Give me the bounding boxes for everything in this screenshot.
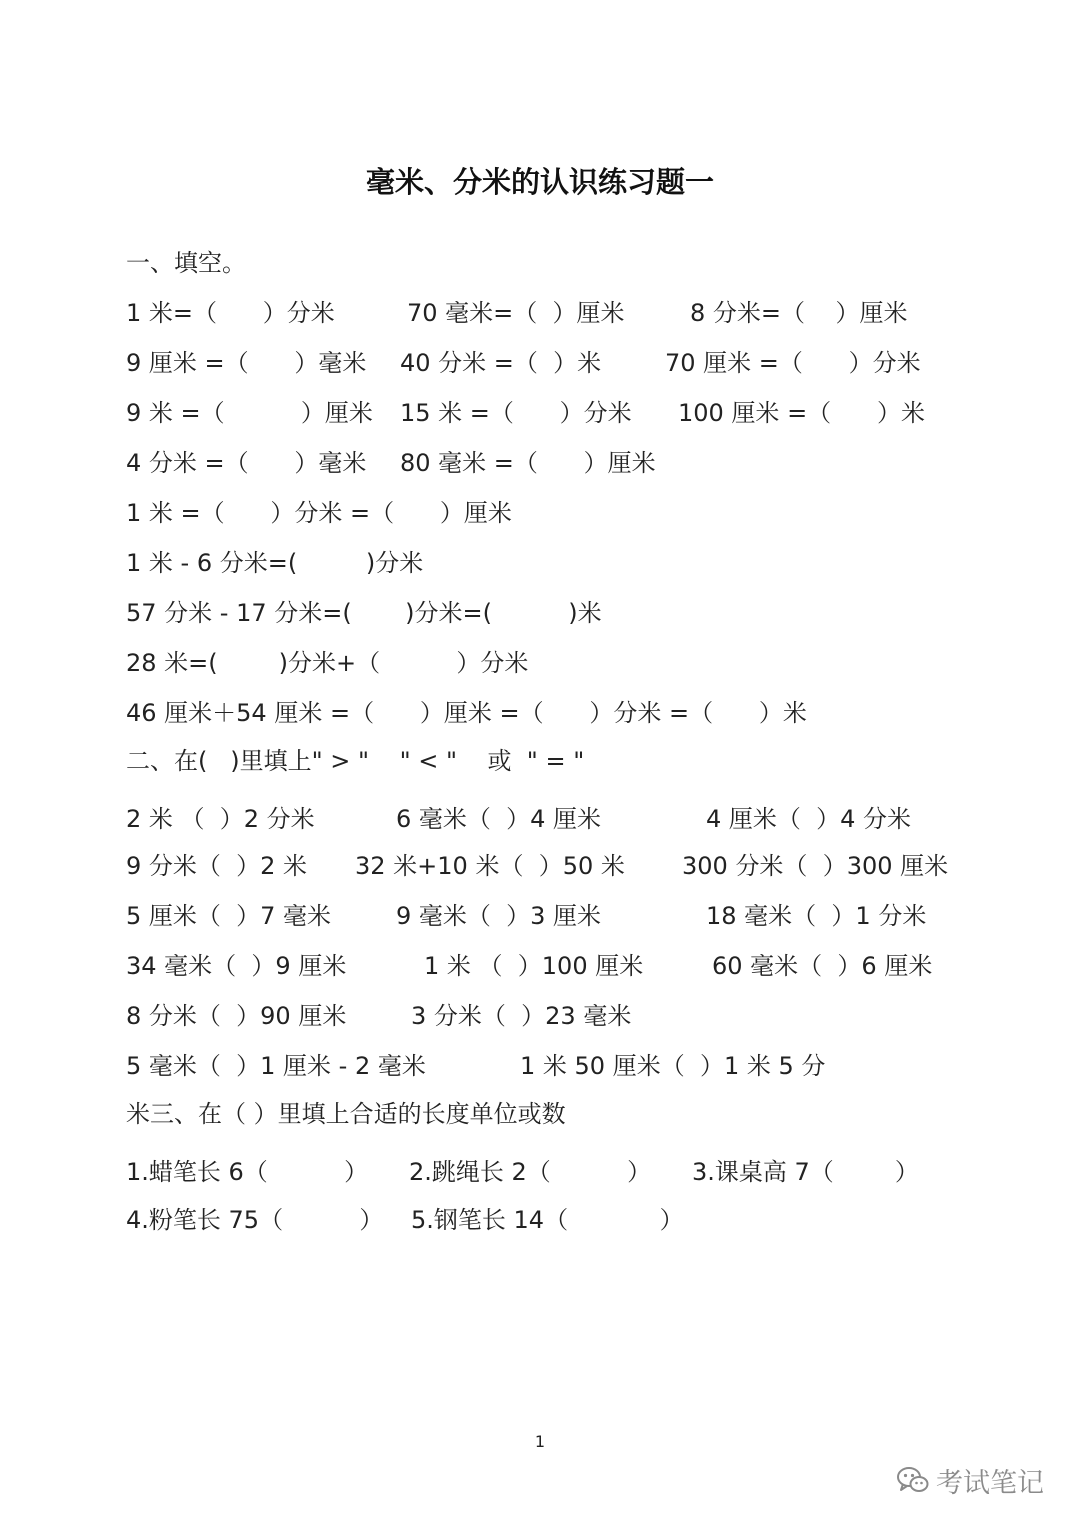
exercise-item: 3.课桌高 7（ ）	[692, 1158, 919, 1186]
exercise-item: 米三、在（ ）里填上合适的长度单位或数	[126, 1100, 566, 1128]
exercise-item: 300 分米（ ）300 厘米	[682, 852, 949, 880]
exercise-line	[0, 799, 1080, 833]
exercise-line	[0, 1094, 1080, 1128]
exercise-item: 60 毫米（ ）6 厘米	[712, 952, 933, 980]
exercise-line	[0, 946, 1080, 980]
watermark	[896, 1458, 1044, 1502]
exercise-item: 8 分米=（ ）厘米	[690, 299, 908, 327]
exercise-line	[0, 343, 1080, 377]
exercise-line	[0, 896, 1080, 930]
page-title: 毫米、分米的认识练习题一	[365, 165, 714, 199]
exercise-item: 2 米 （ ）2 分米	[126, 805, 315, 833]
exercise-line	[0, 643, 1080, 677]
exercise-item: 5.钢笔长 14（ ）	[411, 1206, 684, 1234]
exercise-item: 15 米 =（ ）分米	[400, 399, 632, 427]
exercise-line	[0, 443, 1080, 477]
exercise-item: 1 米 - 6 分米=( )分米	[126, 549, 424, 577]
exercise-item: 70 毫米=（ ）厘米	[407, 299, 625, 327]
exercise-line	[0, 393, 1080, 427]
exercise-item: 100 厘米 =（ ）米	[678, 399, 925, 427]
exercise-item: 8 分米（ ）90 厘米	[126, 1002, 347, 1030]
wechat-icon	[896, 1465, 930, 1495]
exercise-line	[0, 741, 1080, 775]
exercise-line	[0, 693, 1080, 727]
exercise-item: 46 厘米＋54 厘米 =（ ）厘米 =（ ）分米 =（ ）米	[126, 699, 807, 727]
exercise-line	[0, 593, 1080, 627]
exercise-line	[0, 293, 1080, 327]
exercise-item: 一、填空。	[126, 249, 246, 277]
exercise-item: 二、在( )里填上" > " " < " 或 " = "	[126, 747, 585, 775]
exercise-item: 1 米=（ ）分米	[126, 299, 335, 327]
exercise-item: 9 厘米 =（ ）毫米	[126, 349, 367, 377]
exercise-line	[0, 846, 1080, 880]
watermark-text: 考试笔记	[936, 1467, 1044, 1499]
exercise-item: 32 米+10 米（ ）50 米	[355, 852, 625, 880]
exercise-item: 57 分米 - 17 分米=( )分米=( )米	[126, 599, 602, 627]
exercise-line	[0, 1046, 1080, 1080]
exercise-item: 1 米 50 厘米（ ）1 米 5 分	[520, 1052, 826, 1080]
exercise-item: 1.蜡笔长 6（ ）	[126, 1158, 369, 1186]
exercise-item: 80 毫米 =（ ）厘米	[400, 449, 656, 477]
exercise-item: 1 米 （ ）100 厘米	[424, 952, 644, 980]
exercise-item: 5 毫米（ ）1 厘米 - 2 毫米	[126, 1052, 426, 1080]
exercise-item: 40 分米 =（ ）米	[400, 349, 602, 377]
exercise-line	[0, 543, 1080, 577]
exercise-item: 6 毫米（ ）4 厘米	[396, 805, 602, 833]
page-number: 1	[534, 1432, 546, 1451]
exercise-item: 28 米=( )分米+（ ）分米	[126, 649, 529, 677]
exercise-line	[0, 996, 1080, 1030]
exercise-item: 34 毫米（ ）9 厘米	[126, 952, 347, 980]
exercise-line	[0, 1200, 1080, 1234]
exercise-line	[0, 1152, 1080, 1186]
exercise-item: 4 分米 =（ ）毫米	[126, 449, 367, 477]
exercise-line	[0, 493, 1080, 527]
exercise-item: 70 厘米 =（ ）分米	[665, 349, 921, 377]
exercise-item: 2.跳绳长 2（ ）	[409, 1158, 652, 1186]
exercise-item: 9 毫米（ ）3 厘米	[396, 902, 602, 930]
exercise-item: 1 米 =（ ）分米 =（ ）厘米	[126, 499, 512, 527]
exercise-item: 5 厘米（ ）7 毫米	[126, 902, 332, 930]
exercise-item: 18 毫米（ ）1 分米	[706, 902, 927, 930]
exercise-item: 3 分米（ ）23 毫米	[411, 1002, 632, 1030]
exercise-item: 9 米 =（ ）厘米	[126, 399, 373, 427]
exercise-item: 4 厘米（ ）4 分米	[706, 805, 912, 833]
exercise-line	[0, 243, 1080, 277]
exercise-item: 4.粉笔长 75（ ）	[126, 1206, 384, 1234]
exercise-item: 9 分米（ ）2 米	[126, 852, 308, 880]
